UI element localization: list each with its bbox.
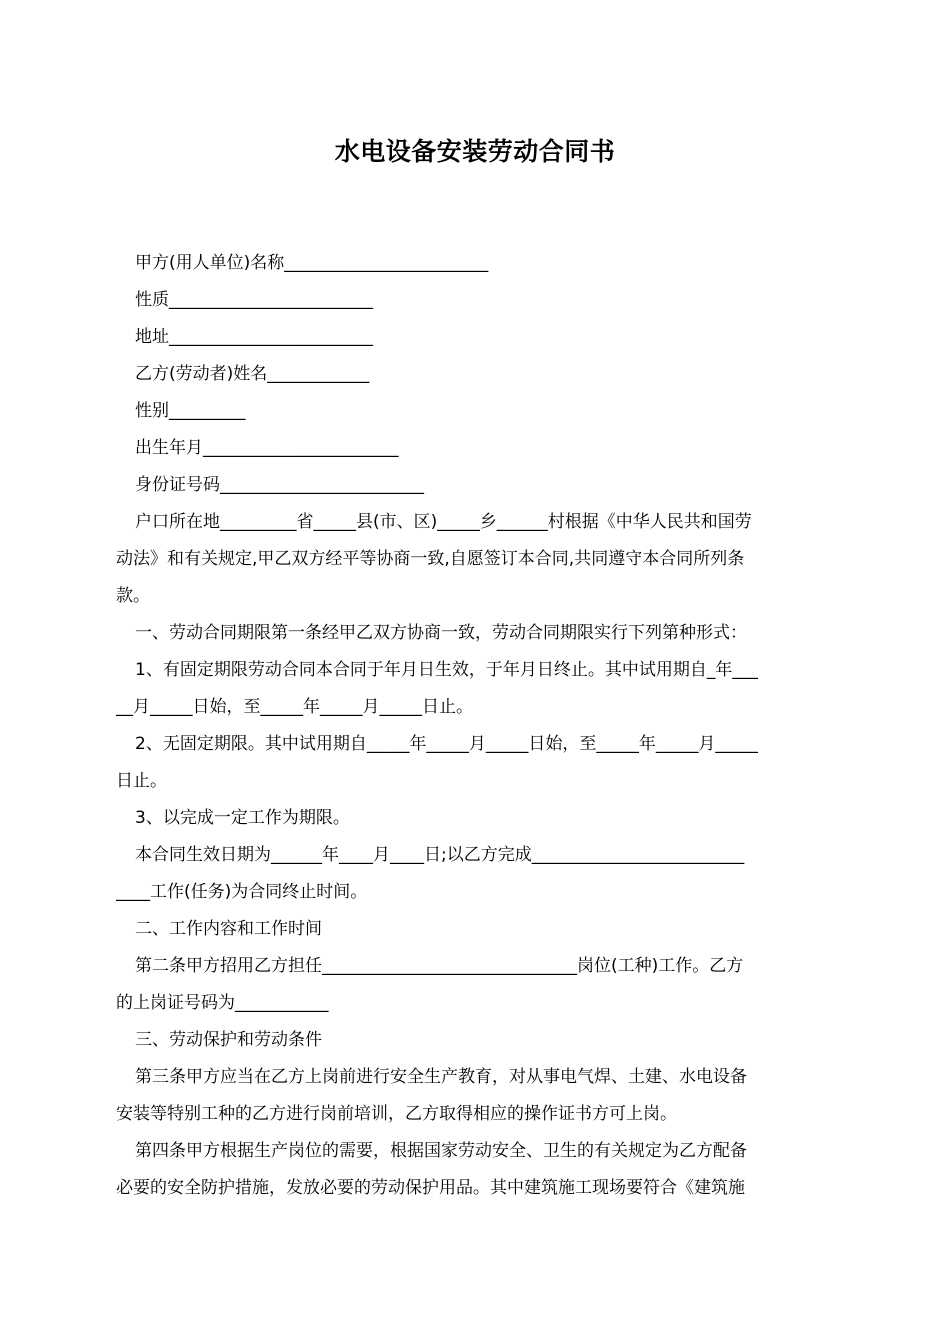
paragraph-line: 安装等特别工种的乙方进行岗前培训，乙方取得相应的操作证书方可上岗。 — [116, 1104, 677, 1124]
paragraph-line: 本合同生效日期为______年____月____日;以乙方完成_________________________ — [135, 845, 745, 865]
party-b-id-line: 身份证号码________________________ — [135, 475, 424, 495]
party-a-nature-line: 性质________________________ — [135, 290, 373, 310]
party-b-name-line: 乙方(劳动者)姓名____________ — [135, 364, 370, 384]
paragraph-line: 必要的安全防护措施，发放必要的劳动保护用品。其中建筑施工现场要符合《建筑施 — [116, 1178, 745, 1198]
party-a-address-line: 地址________________________ — [135, 327, 373, 347]
paragraph-line: 第三条甲方应当在乙方上岗前进行安全生产教育，对从事电气焊、土建、水电设备 — [135, 1067, 747, 1087]
paragraph-line: 1、有固定期限劳动合同本合同于年月日生效，于年月日终止。其中试用期自_年___ — [135, 660, 758, 680]
paragraph-line: 第四条甲方根据生产岗位的需要，根据国家劳动安全、卫生的有关规定为乙方配备 — [135, 1141, 747, 1161]
paragraph-line: 款。 — [116, 586, 150, 606]
paragraph-line: 的上岗证号码为___________ — [116, 993, 329, 1013]
paragraph-line: 2、无固定期限。其中试用期自_____年_____月_____日始，至_____年_____月_____ — [135, 734, 758, 754]
party-b-gender-line: 性别_________ — [135, 401, 246, 421]
paragraph-line: __月_____日始，至_____年_____月_____日止。 — [116, 697, 473, 717]
party-b-birth-line: 出生年月_______________________ — [135, 438, 399, 458]
document-title: 水电设备安装劳动合同书 — [334, 137, 616, 166]
section-heading-protection: 三、劳动保护和劳动条件 — [135, 1030, 322, 1050]
paragraph-line: 日止。 — [116, 771, 167, 791]
paragraph-line: ____工作(任务)为合同终止时间。 — [116, 882, 368, 902]
paragraph-line: 3、以完成一定工作为期限。 — [135, 808, 350, 828]
section-heading-work: 二、工作内容和工作时间 — [135, 919, 322, 939]
paragraph-line: 第二条甲方招用乙方担任______________________________岗位(工种)工作。乙方 — [135, 956, 744, 976]
section-heading-term: 一、劳动合同期限第一条经甲乙双方协商一致，劳动合同期限实行下列第种形式： — [135, 623, 747, 643]
party-a-name-line: 甲方(用人单位)名称________________________ — [135, 253, 489, 273]
household-registration-line: 户口所在地_________省_____县(市、区)_____乡______村根据《中华人民共和国劳 — [135, 512, 752, 532]
paragraph-line: 动法》和有关规定,甲乙双方经平等协商一致,自愿签订本合同,共同遵守本合同所列条 — [116, 549, 745, 569]
document-body — [116, 245, 836, 1207]
